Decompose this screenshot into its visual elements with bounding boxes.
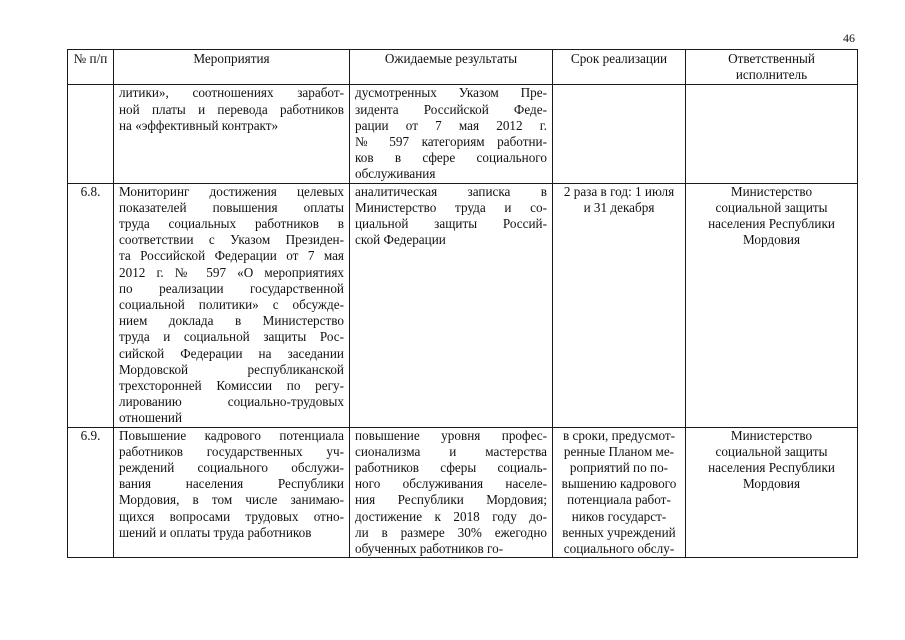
cell-line: населения Республики <box>708 460 835 476</box>
page-number: 46 <box>843 31 855 45</box>
cell-line: вышению кадрового <box>561 476 677 492</box>
cell-line: Мониторинг достижения целевых <box>119 183 344 199</box>
cell-line: сийской Федерации на заседании <box>119 345 344 361</box>
cell-line: ренные Планом ме- <box>563 443 675 459</box>
header-term: Срок реализации <box>553 50 686 85</box>
cell-line: отношений <box>119 410 183 426</box>
cell-line: циальной защиты Россий- <box>355 216 547 232</box>
cell-line: сионализма и мастерства <box>355 443 547 459</box>
cell-line: населения Республики <box>708 216 835 232</box>
cell-line: нием доклада в Министерство <box>119 313 344 329</box>
cell-line: вания населения Республики <box>119 476 344 492</box>
cell-line: достижение к 2018 году до- <box>355 508 547 524</box>
cell-line: Мордовия, в том числе занимаю- <box>119 492 344 508</box>
cell-line: труда социальных работников в <box>119 216 344 232</box>
table-header-row <box>68 50 858 85</box>
cell-line: и 31 декабря <box>583 199 655 215</box>
cell-line: социальной политики» с обсужде- <box>119 297 344 313</box>
cell-line: та Российской Федерации от 7 мая <box>119 248 344 264</box>
cell-line: Мордовия <box>742 476 801 492</box>
table-row <box>68 183 858 427</box>
cell-line: по реализации государственной <box>119 280 344 296</box>
cell-line: реждений социального обслужи- <box>119 460 344 476</box>
responsible-cell <box>686 183 858 427</box>
row-number <box>68 85 114 183</box>
cell-line: ков в сфере социального <box>355 150 547 166</box>
cell-line: Министерство <box>730 427 813 443</box>
header-event: Мероприятия <box>114 50 350 85</box>
cell-line: шений и оплаты труда работников <box>119 524 312 540</box>
cell-line: в сроки, предусмот- <box>562 427 676 443</box>
cell-line: трехсторонней Комиссии по регу- <box>119 378 344 394</box>
measures-table <box>67 49 858 558</box>
cell-line: Повышение кадрового потенциала <box>119 427 344 443</box>
cell-line: рации от 7 мая 2012 г. <box>355 117 547 133</box>
cell-line: социальной защиты <box>715 443 828 459</box>
responsible-cell <box>686 85 858 183</box>
cell-line: литики», соотношениях заработ- <box>119 85 344 101</box>
cell-line: Министерство <box>730 183 813 199</box>
cell-line: ного обслуживания населе- <box>355 476 547 492</box>
cell-line: обученных работников го- <box>355 541 504 557</box>
header-num: № п/п <box>68 50 114 85</box>
cell-line: щихся вопросами трудовых отно- <box>119 508 344 524</box>
term-cell <box>553 85 686 183</box>
cell-line: ников государст- <box>571 508 667 524</box>
result-cell <box>350 427 553 558</box>
cell-line: 2012 г. № 597 «О мероприятиях <box>119 264 344 280</box>
cell-line: ли в размере 30% ежегодно <box>355 524 547 540</box>
row-number: 6.9. <box>68 427 114 558</box>
term-cell <box>553 183 686 427</box>
event-cell <box>114 85 350 183</box>
cell-line: дусмотренных Указом Пре- <box>355 85 547 101</box>
cell-line: показателей повышения оплаты <box>119 199 344 215</box>
responsible-cell <box>686 427 858 558</box>
cell-line: роприятий по по- <box>569 460 669 476</box>
header-result: Ожидаемые результаты <box>350 50 553 85</box>
cell-line: аналитическая записка в <box>355 183 547 199</box>
cell-line: труда и социальной защиты Рос- <box>119 329 344 345</box>
cell-line: соответствии с Указом Президен- <box>119 232 344 248</box>
row-number: 6.8. <box>68 183 114 427</box>
cell-line: работников сферы социаль- <box>355 460 547 476</box>
cell-line: зидента Российской Феде- <box>355 101 547 117</box>
cell-line: социального обслу- <box>563 541 675 557</box>
result-cell <box>350 183 553 427</box>
cell-line: потенциала работ- <box>567 492 671 508</box>
table-row <box>68 427 858 558</box>
cell-line: № 597 категориям работни- <box>355 134 547 150</box>
cell-line: социальной защиты <box>715 199 828 215</box>
term-cell <box>553 427 686 558</box>
cell-line: ной платы и перевода работников <box>119 101 344 117</box>
cell-line: ния Республики Мордовия; <box>355 492 547 508</box>
cell-line: Мордовской республиканской <box>119 361 344 377</box>
cell-line: лированию социально-трудовых <box>119 394 344 410</box>
event-cell <box>114 183 350 427</box>
cell-line: Министерство труда и со- <box>355 199 547 215</box>
table-row <box>68 85 858 183</box>
cell-line: 2 раза в год: 1 июля <box>563 183 675 199</box>
cell-line: работников государственных уч- <box>119 443 344 459</box>
cell-line: ской Федерации <box>355 232 446 248</box>
header-responsible: Ответственный исполнитель <box>686 50 858 85</box>
event-cell <box>114 427 350 558</box>
cell-line: на «эффективный контракт» <box>119 117 279 133</box>
cell-line: Мордовия <box>742 232 801 248</box>
cell-line: повышение уровня профес- <box>355 427 547 443</box>
result-cell <box>350 85 553 183</box>
cell-line: венных учреждений <box>562 524 676 540</box>
cell-line: обслуживания <box>355 166 436 182</box>
